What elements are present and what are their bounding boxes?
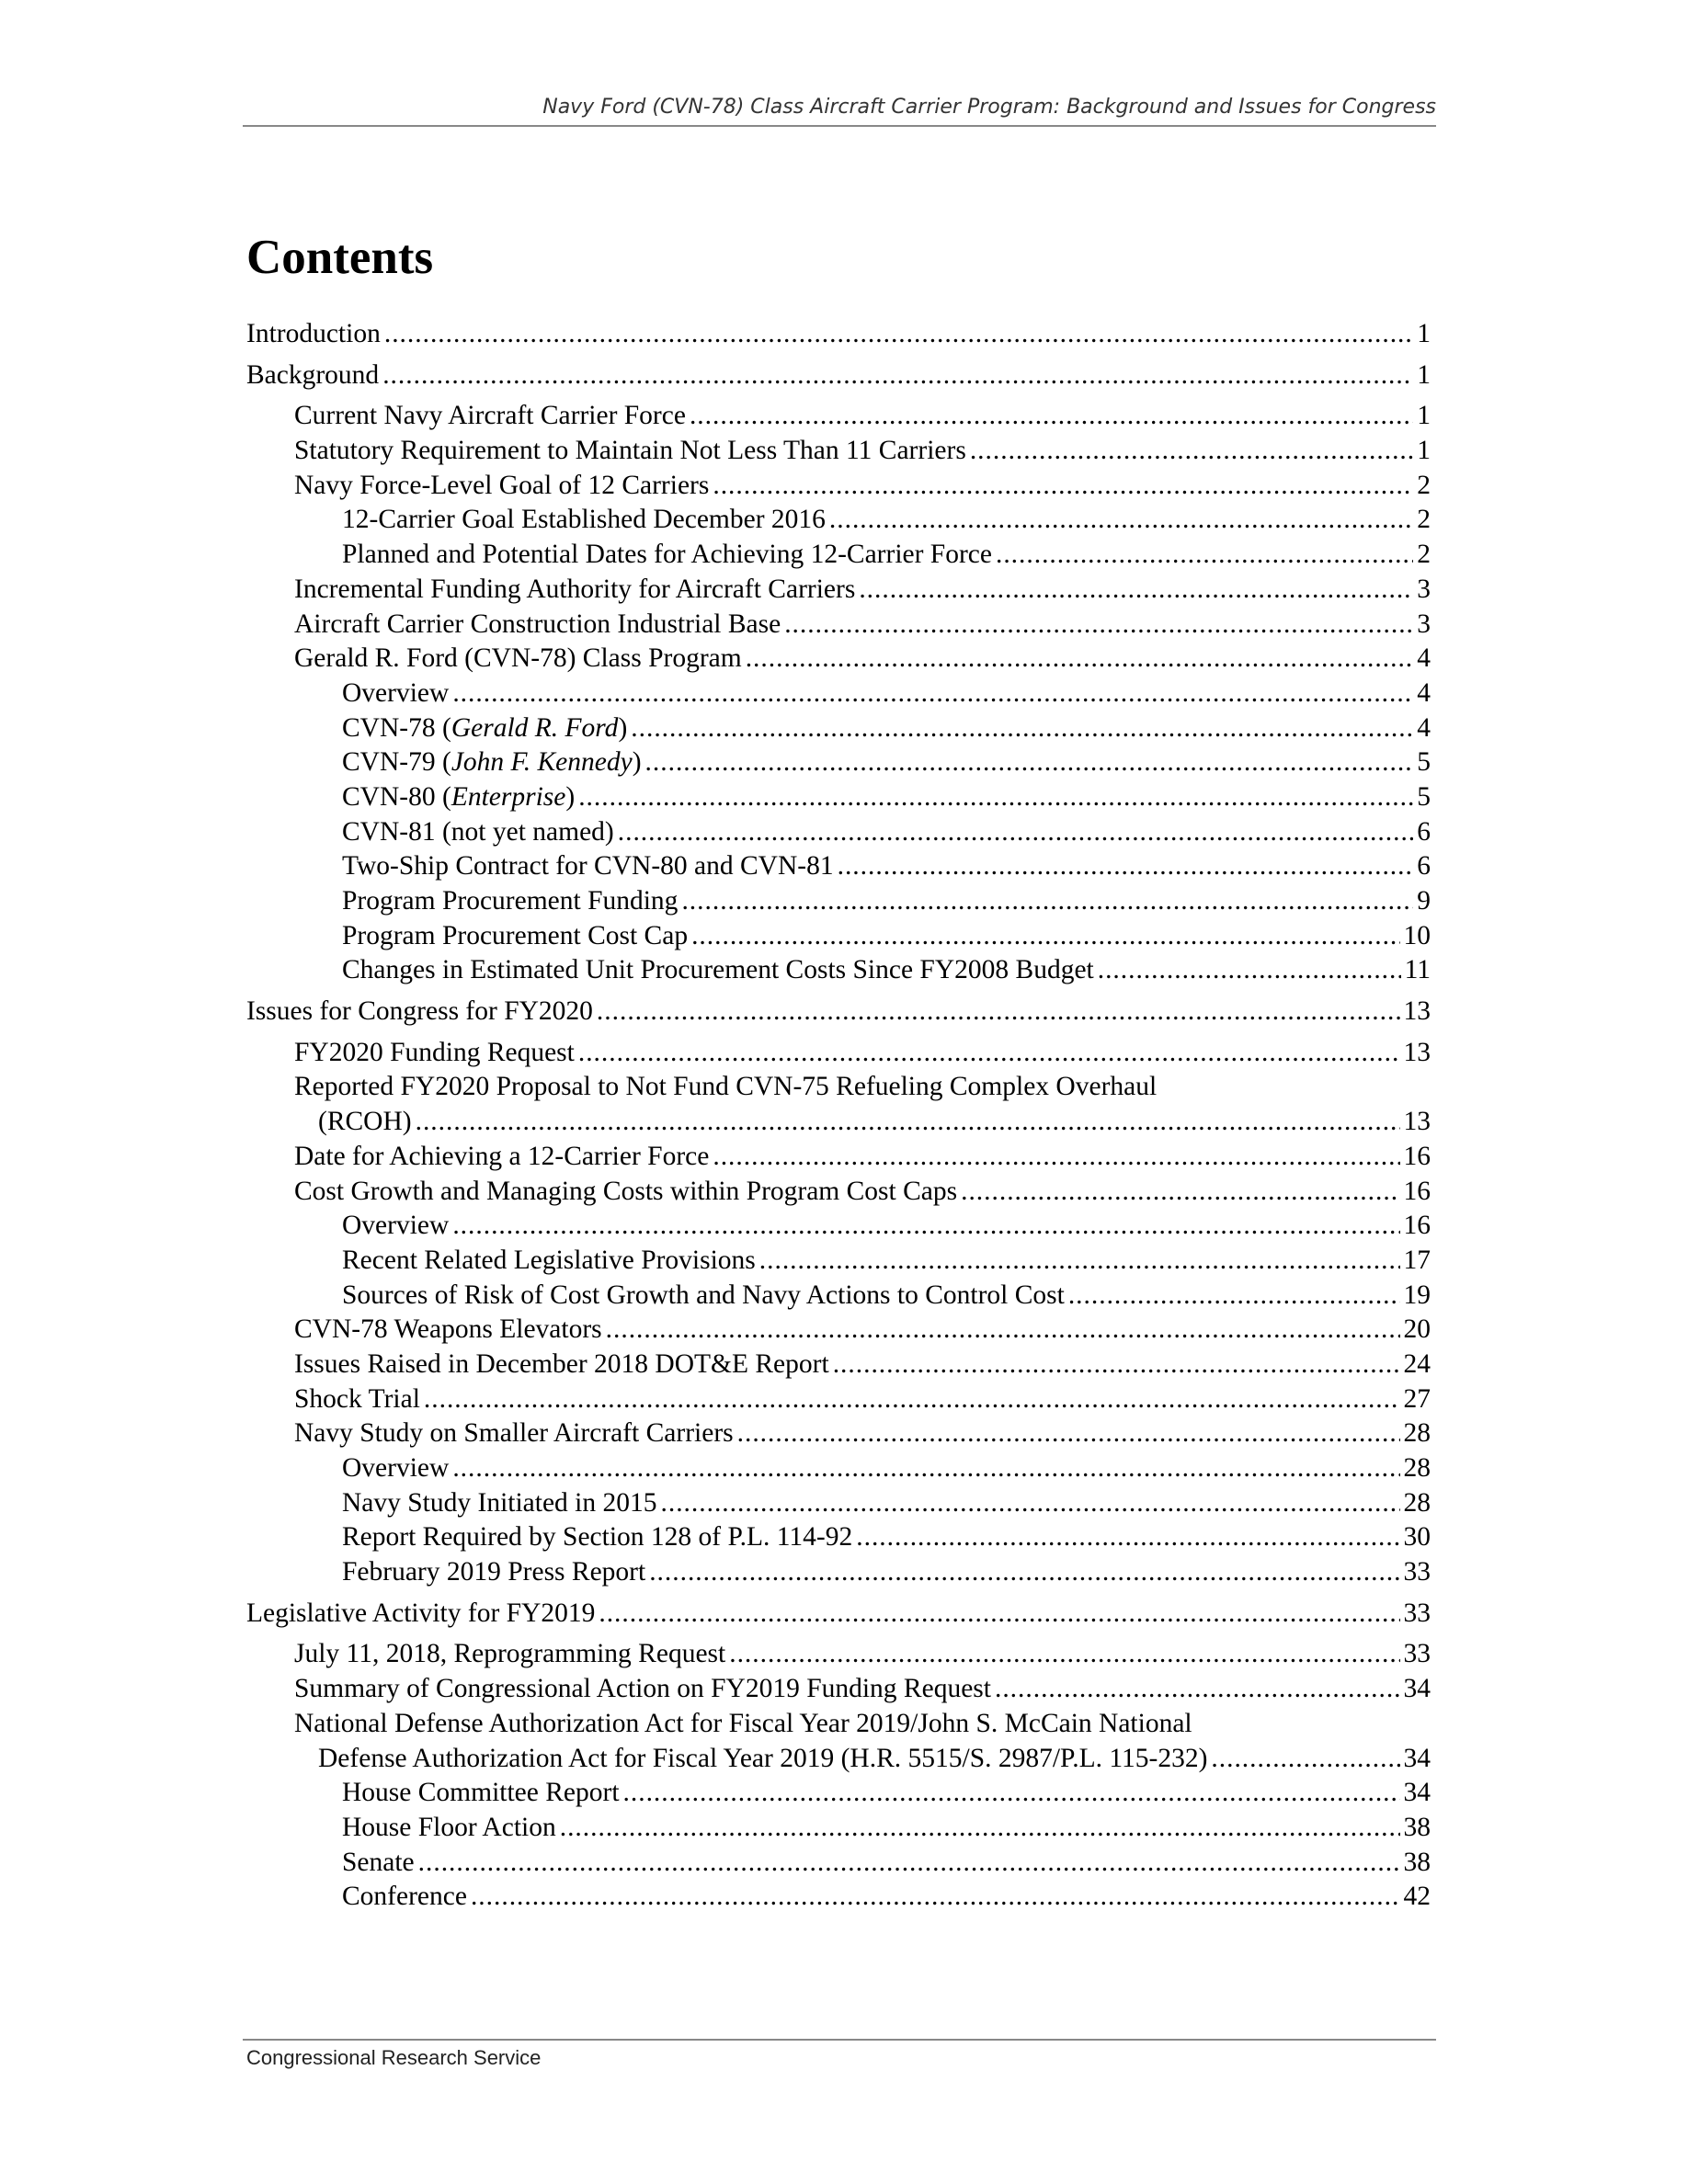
toc-entry-title[interactable]: Overview	[342, 1211, 450, 1241]
toc-page-number[interactable]: 38	[1403, 1847, 1431, 1877]
dot-leader	[649, 1555, 1399, 1590]
dot-leader	[713, 469, 1413, 504]
contents-title: Contents	[246, 231, 434, 284]
toc-page-number[interactable]: 5	[1417, 781, 1431, 812]
toc-page-number[interactable]: 24	[1403, 1348, 1431, 1379]
toc-entry-title[interactable]: 12-Carrier Goal Established December 2016	[342, 505, 826, 535]
dot-leader	[606, 1313, 1400, 1348]
dot-leader	[623, 1776, 1400, 1811]
toc-page-number[interactable]: 16	[1403, 1176, 1431, 1206]
toc-page-number[interactable]: 2	[1417, 505, 1431, 535]
toc-entry-title[interactable]: Aircraft Carrier Construction Industrial Base	[294, 609, 781, 639]
dot-leader	[452, 1209, 1399, 1244]
toc-entry[interactable]	[246, 1209, 1431, 1244]
toc-page-number[interactable]: 34	[1403, 1743, 1431, 1773]
toc-entry[interactable]	[246, 1637, 1431, 1672]
toc-entry-title[interactable]	[342, 780, 575, 815]
toc-page-number[interactable]: 20	[1403, 1314, 1431, 1345]
toc-entry-title[interactable]: Program Procurement Cost Cap	[342, 920, 689, 950]
toc-page-number[interactable]: 2	[1417, 470, 1431, 500]
toc-entry[interactable]	[246, 1811, 1431, 1846]
toc-entry[interactable]	[246, 780, 1431, 815]
dot-leader	[1068, 1279, 1400, 1314]
toc-page-number[interactable]: 1	[1417, 436, 1431, 466]
dot-leader	[995, 1672, 1400, 1707]
toc-entry[interactable]	[246, 1880, 1431, 1915]
toc-entry-title[interactable]: Date for Achieving a 12-Carrier Force	[294, 1141, 710, 1171]
dot-leader	[838, 849, 1414, 884]
dot-leader	[384, 317, 1413, 352]
toc-entry-ship-name: John F. Kennedy	[451, 747, 633, 778]
toc-page-number[interactable]: 2	[1417, 540, 1431, 570]
toc-entry-title-text: CVN-80 (	[342, 781, 451, 812]
toc-entry-title[interactable]: Gerald R. Ford (CVN-78) Class Program	[294, 643, 742, 674]
dot-leader	[578, 780, 1413, 815]
toc-page-number[interactable]: 17	[1403, 1245, 1431, 1275]
toc-entry-title[interactable]: Conference	[342, 1882, 467, 1912]
toc-entry[interactable]	[246, 1382, 1431, 1417]
toc-entry-title-suffix: )	[618, 712, 628, 743]
toc-entry-title[interactable]: CVN-81 (not yet named)	[342, 816, 614, 847]
toc-entry[interactable]	[246, 1036, 1431, 1071]
dot-leader	[578, 1036, 1400, 1071]
dot-leader	[661, 1486, 1400, 1521]
toc-entry[interactable]	[246, 642, 1431, 677]
toc-entry-line	[246, 1070, 1431, 1105]
toc-entry-title[interactable]: Overview	[342, 1453, 450, 1483]
toc-page-number[interactable]: 3	[1417, 609, 1431, 639]
running-head: Navy Ford (CVN-78) Class Aircraft Carrier Program: Background and Issues for Congress	[542, 96, 1436, 119]
toc-page-number[interactable]: 13	[1403, 1037, 1431, 1067]
toc-entry-title[interactable]: Issues Raised in December 2018 DOT&E Report	[294, 1348, 829, 1379]
dot-leader	[746, 642, 1414, 677]
toc-entry[interactable]	[246, 745, 1431, 780]
dot-leader	[452, 677, 1413, 711]
toc-entry[interactable]	[246, 1776, 1431, 1811]
toc-page-number[interactable]: 5	[1417, 747, 1431, 778]
toc-entry-title[interactable]: CVN-78 Weapons Elevators	[294, 1314, 602, 1345]
toc-entry[interactable]	[246, 434, 1431, 469]
toc-entry[interactable]	[246, 1348, 1431, 1382]
toc-entry-title[interactable]: House Floor Action	[342, 1812, 556, 1842]
toc-entry[interactable]	[246, 1486, 1431, 1521]
dot-leader	[1211, 1742, 1399, 1777]
footer-text: Congressional Research Service	[246, 2046, 542, 2069]
dot-leader	[424, 1382, 1400, 1417]
dot-leader	[382, 358, 1413, 393]
toc-entry[interactable]	[246, 1175, 1431, 1210]
toc-entry-title[interactable]	[342, 745, 642, 780]
toc-entry[interactable]	[246, 469, 1431, 504]
toc-entry-title[interactable]: Reported FY2020 Proposal to Not Fund CVN-75 Refueling Complex Overhaul	[294, 1072, 1158, 1102]
dot-leader	[471, 1880, 1400, 1915]
dot-leader	[713, 1140, 1399, 1175]
dot-leader	[618, 815, 1414, 850]
dot-leader	[859, 573, 1413, 608]
toc-entry-title[interactable]: Report Required by Section 128 of P.L. 114-92	[342, 1522, 853, 1553]
toc-entry[interactable]	[246, 1555, 1431, 1590]
dot-leader	[418, 1846, 1400, 1881]
toc-page-number[interactable]: 13	[1403, 1107, 1431, 1137]
dot-leader	[690, 399, 1413, 434]
dot-leader	[597, 995, 1400, 1029]
toc-entry[interactable]	[246, 1597, 1431, 1632]
toc-page-number[interactable]: 28	[1403, 1418, 1431, 1449]
toc-entry-title[interactable]: Overview	[342, 677, 450, 708]
toc-entry-title[interactable]: February 2019 Press Report	[342, 1557, 646, 1587]
toc-entry-title[interactable]: Planned and Potential Dates for Achieving 12-Carrier Force	[342, 540, 992, 570]
dot-leader	[452, 1451, 1399, 1486]
toc-page-number[interactable]: 33	[1403, 1598, 1431, 1628]
toc-entry-title[interactable]	[342, 711, 627, 746]
dot-leader	[759, 1244, 1400, 1279]
dot-leader	[631, 711, 1413, 746]
toc-page-number[interactable]: 28	[1403, 1453, 1431, 1483]
toc-entry[interactable]	[246, 677, 1431, 711]
table-of-contents	[246, 317, 1431, 1915]
toc-page-number[interactable]: 4	[1417, 677, 1431, 708]
toc-entry-title-text: CVN-79 (	[342, 747, 451, 778]
header-rule	[243, 125, 1436, 127]
toc-entry-title[interactable]: Legislative Activity for FY2019	[246, 1598, 596, 1628]
toc-page-number[interactable]: 6	[1417, 816, 1431, 847]
toc-entry-title[interactable]: Shock Trial	[294, 1383, 420, 1414]
dot-leader	[856, 1520, 1399, 1555]
toc-page-number[interactable]: 1	[1417, 319, 1431, 348]
dot-leader	[970, 434, 1413, 469]
toc-entry-title[interactable]: Introduction	[246, 319, 381, 348]
toc-entry-title[interactable]: Cost Growth and Managing Costs within Program Cost Caps	[294, 1176, 958, 1206]
toc-entry-title[interactable]: Issues for Congress for FY2020	[246, 996, 593, 1027]
toc-entry[interactable]	[246, 919, 1431, 954]
toc-entry[interactable]	[246, 573, 1431, 608]
toc-entry-title[interactable]: Changes in Estimated Unit Procurement Costs Since FY2008 Budget	[342, 955, 1094, 985]
toc-page-number[interactable]: 16	[1403, 1141, 1431, 1171]
toc-entry[interactable]	[246, 1244, 1431, 1279]
toc-page-number[interactable]: 1	[1417, 359, 1431, 390]
dot-leader	[645, 745, 1414, 780]
toc-entry[interactable]	[246, 1742, 1431, 1777]
toc-entry-title[interactable]: Summary of Congressional Action on FY2019 Funding Request	[294, 1674, 991, 1704]
toc-page-number[interactable]: 28	[1403, 1487, 1431, 1518]
toc-entry[interactable]	[246, 1520, 1431, 1555]
dot-leader	[416, 1105, 1400, 1140]
toc-page-number[interactable]: 11	[1404, 955, 1431, 985]
toc-entry-title-suffix: )	[565, 781, 576, 812]
toc-entry[interactable]	[246, 1140, 1431, 1175]
toc-entry[interactable]	[246, 1416, 1431, 1451]
toc-entry-title[interactable]: Navy Study Initiated in 2015	[342, 1487, 657, 1518]
dot-leader	[599, 1597, 1399, 1632]
toc-entry-title[interactable]: Two-Ship Contract for CVN-80 and CVN-81	[342, 851, 834, 882]
toc-entry[interactable]	[246, 1846, 1431, 1881]
toc-entry-title[interactable]: Defense Authorization Act for Fiscal Year 2019 (H.R. 5515/S. 2987/P.L. 115-232)	[318, 1743, 1208, 1773]
toc-entry-title[interactable]: Program Procurement Funding	[342, 886, 679, 916]
toc-page-number[interactable]: 3	[1417, 574, 1431, 604]
toc-entry[interactable]	[246, 995, 1431, 1029]
toc-entry[interactable]	[246, 1672, 1431, 1707]
toc-entry[interactable]	[246, 358, 1431, 393]
toc-page-number[interactable]: 16	[1403, 1211, 1431, 1241]
toc-entry-title[interactable]: Incremental Funding Authority for Aircraft Carriers	[294, 574, 856, 604]
toc-entry[interactable]	[246, 884, 1431, 919]
toc-page-number[interactable]: 4	[1417, 712, 1431, 743]
toc-page-number[interactable]: 34	[1403, 1778, 1431, 1808]
dot-leader	[1098, 953, 1401, 988]
toc-entry[interactable]	[246, 317, 1431, 352]
toc-entry[interactable]	[246, 1279, 1431, 1314]
toc-entry[interactable]	[246, 608, 1431, 643]
toc-entry[interactable]	[246, 815, 1431, 850]
toc-entry-title-text: CVN-78 (	[342, 712, 451, 743]
toc-entry-title-suffix: )	[632, 747, 642, 778]
toc-entry[interactable]	[246, 538, 1431, 573]
toc-page-number[interactable]: 33	[1403, 1557, 1431, 1587]
toc-entry-title[interactable]: Recent Related Legislative Provisions	[342, 1245, 756, 1275]
toc-page-number[interactable]: 33	[1403, 1639, 1431, 1669]
toc-page-number[interactable]: 30	[1403, 1522, 1431, 1553]
dot-leader	[691, 919, 1399, 954]
dot-leader	[961, 1175, 1399, 1210]
toc-page-number[interactable]: 13	[1403, 996, 1431, 1027]
toc-entry-title[interactable]: Sources of Risk of Cost Growth and Navy Actions to Control Cost	[342, 1280, 1065, 1310]
toc-entry-title[interactable]: FY2020 Funding Request	[294, 1037, 575, 1067]
toc-entry[interactable]	[246, 399, 1431, 434]
toc-entry[interactable]	[246, 1105, 1431, 1140]
toc-entry-title[interactable]: July 11, 2018, Reprogramming Request	[294, 1639, 726, 1669]
toc-entry-title[interactable]: (RCOH)	[318, 1107, 412, 1137]
toc-entry-ship-name: Enterprise	[451, 781, 566, 812]
toc-page-number[interactable]: 38	[1403, 1812, 1431, 1842]
toc-entry-title[interactable]: National Defense Authorization Act for Fiscal Year 2019/John S. McCain National	[294, 1708, 1192, 1738]
toc-page-number[interactable]: 6	[1417, 851, 1431, 882]
toc-entry-title[interactable]: Senate	[342, 1847, 415, 1877]
dot-leader	[833, 1348, 1400, 1382]
toc-page-number[interactable]: 9	[1417, 886, 1431, 916]
toc-entry-line	[246, 1707, 1431, 1742]
dot-leader	[829, 503, 1413, 538]
toc-page-number[interactable]: 34	[1403, 1674, 1431, 1704]
dot-leader	[681, 884, 1413, 919]
dot-leader	[729, 1637, 1399, 1672]
toc-page-number[interactable]: 42	[1403, 1882, 1431, 1912]
toc-entry-title[interactable]: Current Navy Aircraft Carrier Force	[294, 401, 686, 431]
toc-page-number[interactable]: 19	[1403, 1280, 1431, 1310]
dot-leader	[996, 538, 1413, 573]
toc-entry[interactable]	[246, 953, 1431, 988]
toc-entry-title[interactable]: Navy Study on Smaller Aircraft Carriers	[294, 1418, 734, 1449]
toc-page-number[interactable]: 10	[1403, 920, 1431, 950]
toc-entry[interactable]	[246, 503, 1431, 538]
toc-entry[interactable]	[246, 1451, 1431, 1486]
toc-entry[interactable]	[246, 1313, 1431, 1348]
dot-leader	[737, 1416, 1400, 1451]
toc-entry-title[interactable]: Statutory Requirement to Maintain Not Less Than 11 Carriers	[294, 436, 966, 466]
toc-entry-title[interactable]: Navy Force-Level Goal of 12 Carriers	[294, 470, 710, 500]
toc-entry-title[interactable]: House Committee Report	[342, 1778, 620, 1808]
toc-entry[interactable]	[246, 711, 1431, 746]
toc-page-number[interactable]: 27	[1403, 1383, 1431, 1414]
toc-entry-title[interactable]: Background	[246, 359, 380, 390]
dot-leader	[784, 608, 1413, 643]
toc-entry-ship-name: Gerald R. Ford	[451, 712, 619, 743]
dot-leader	[560, 1811, 1400, 1846]
footer-rule	[243, 2039, 1436, 2041]
toc-page-number[interactable]: 4	[1417, 643, 1431, 674]
toc-page-number[interactable]: 1	[1417, 401, 1431, 431]
toc-entry[interactable]	[246, 849, 1431, 884]
